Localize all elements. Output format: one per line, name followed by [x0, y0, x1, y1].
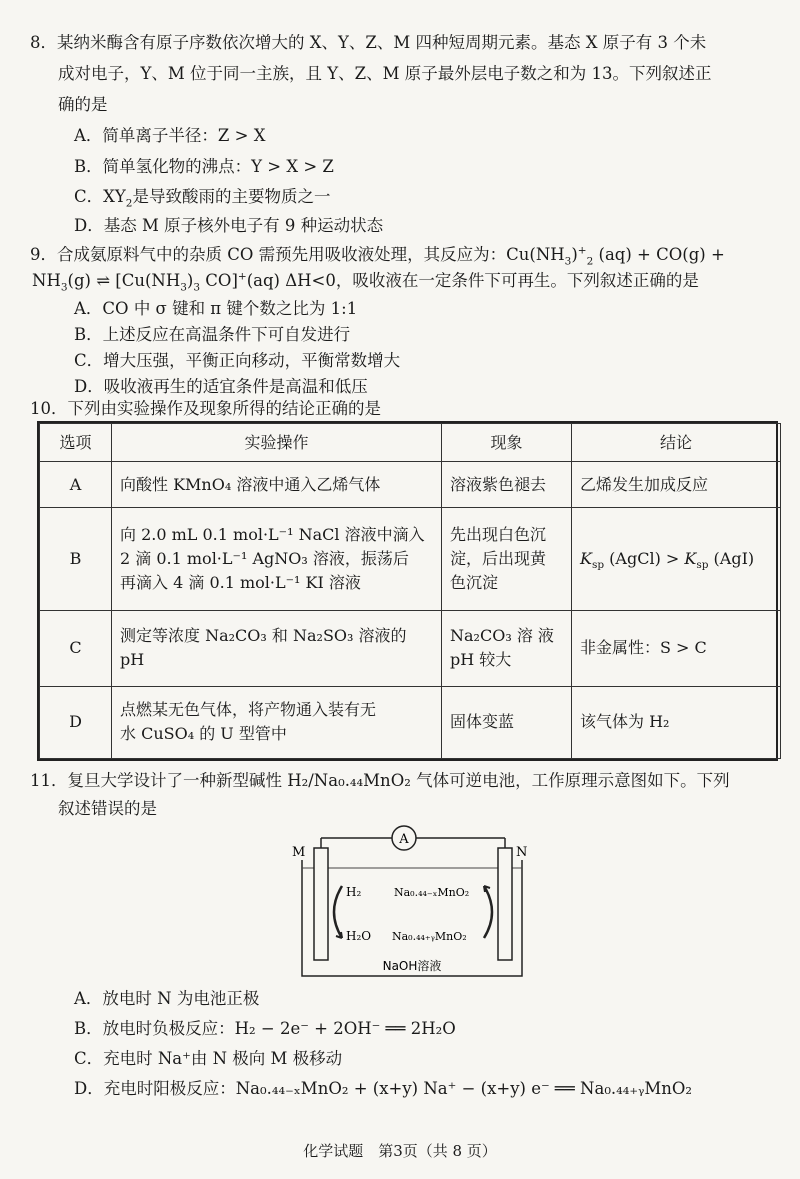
row-d-operation: 点燃某无色气体，将产物通入装有无 水 CuSO₄ 的 U 型管中 [112, 686, 442, 758]
table-header-row [40, 424, 781, 462]
q11-option-d: D．充电时阳极反应：Na₀.₄₄₋ₓMnO₂ + (x+y) Na⁺ − (x+y) e⁻ ══ Na₀.₄₄₊ᵧMnO₂ [74, 1079, 692, 1098]
row-b-operation: 向 2.0 mL 0.1 mol·L⁻¹ NaCl 溶液中滴入 2 滴 0.1 mol·L⁻¹ AgNO₃ 溶液，振荡后 再滴入 4 滴 0.1 mol·L⁻¹ KI 溶液 [112, 508, 442, 610]
row-a-operation: 向酸性 KMnO₄ 溶液中通入乙烯气体 [112, 462, 442, 508]
header-option: 选项 [40, 424, 112, 462]
row-d-phenomenon: 固体变蓝 [442, 686, 572, 758]
left-arrow-icon [334, 886, 342, 938]
row-b-conclusion: $K_{sp}$ (AgCl) > $K_{sp}$ (AgI) [572, 508, 781, 610]
row-c-conclusion: 非金属性：S > C [572, 610, 781, 686]
q9-option-c: C．增大压强，平衡正向移动，平衡常数增大 [74, 351, 401, 370]
q8-stem-line1: 8．某纳米酶含有原子序数依次增大的 X、Y、Z、M 四种短周期元素。基态 X 原子有 3 个未 [30, 33, 707, 52]
electrode-n [498, 848, 512, 960]
row-b-phenomenon: 先出现白色沉 淀，后出现黄 色沉淀 [442, 508, 572, 610]
q8-option-a: A．简单离子半径：Z > X [74, 126, 266, 145]
q8-option-d: D．基态 M 原子核外电子有 9 种运动状态 [74, 216, 384, 235]
header-phenomenon: 现象 [442, 424, 572, 462]
h2o-label: H₂O [346, 929, 372, 943]
q9-option-d: D．吸收液再生的适宜条件是高温和低压 [74, 377, 368, 396]
q11-stem-line1: 11．复旦大学设计了一种新型碱性 H₂/Na₀.₄₄MnO₂ 气体可逆电池，工作原理示意图如下。下列 [30, 771, 730, 790]
row-d-conclusion: 该气体为 H₂ [572, 686, 781, 758]
q9-option-a: A．CO 中 σ 键和 π 键个数之比为 1:1 [74, 299, 358, 318]
table-row [40, 610, 781, 686]
q11-option-c: C．充电时 Na⁺由 N 极向 M 极移动 [74, 1049, 343, 1068]
header-operation: 实验操作 [112, 424, 442, 462]
q11-stem-line2: 叙述错误的是 [58, 799, 157, 818]
battery-diagram [292, 820, 532, 980]
solution-label: NaOH溶液 [382, 959, 442, 973]
q8-option-b: B．简单氢化物的沸点：Y > X > Z [74, 157, 334, 176]
page-footer: 化学试题 第3页（共 8 页） [303, 1142, 497, 1160]
row-d-option: D [40, 686, 112, 758]
bottom-right-label: Na₀.₄₄₊ᵧMnO₂ [392, 930, 467, 943]
q11-option-b: B．放电时负极反应：H₂ − 2e⁻ + 2OH⁻ ══ 2H₂O [74, 1019, 456, 1038]
right-arrow-icon [484, 886, 492, 938]
q8-option-c: C．$XY_2$是导致酸雨的主要物质之一 [74, 187, 331, 210]
label-m: M [292, 845, 306, 860]
q8-stem-line3: 确的是 [58, 95, 108, 114]
top-right-label: Na₀.₄₄₋ₓMnO₂ [394, 886, 470, 899]
row-c-operation: 测定等浓度 Na₂CO₃ 和 Na₂SO₃ 溶液的 pH [112, 610, 442, 686]
label-n: N [516, 845, 528, 860]
row-c-option: C [40, 610, 112, 686]
q10-stem: 10．下列由实验操作及现象所得的结论正确的是 [30, 399, 381, 418]
q9-stem-line2: $NH_3(g)$ ⇌ [$Cu(NH_3)_3$ CO]+(aq) ΔH<0，吸收液在一定条件下可再生。下列叙述正确的是 [32, 270, 699, 294]
h2-label: H₂ [346, 885, 362, 899]
q9-stem-line1: 9．合成氨原料气中的杂质 CO 需预先用吸收液处理，其反应为：$Cu(NH_3)^+_2$ (aq) + CO(g) + [30, 244, 725, 268]
row-a-conclusion: 乙烯发生加成反应 [572, 462, 781, 508]
table-row [40, 462, 781, 508]
row-b-option: B [40, 508, 112, 610]
table-row [40, 686, 781, 758]
header-conclusion: 结论 [572, 424, 781, 462]
ammeter-label: A [399, 832, 409, 847]
q11-option-a: A．放电时 N 为电池正极 [74, 989, 260, 1008]
q8-stem-line2: 成对电子，Y、M 位于同一主族，且 Y、Z、M 原子最外层电子数之和为 13。下列叙述正 [58, 64, 712, 83]
q9-option-b: B．上述反应在高温条件下可自发进行 [74, 325, 351, 344]
row-a-option: A [40, 462, 112, 508]
q10-table [37, 421, 778, 761]
table-row [40, 508, 781, 610]
electrode-m [314, 848, 328, 960]
row-c-phenomenon: Na₂CO₃ 溶 液 pH 较大 [442, 610, 572, 686]
row-a-phenomenon: 溶液紫色褪去 [442, 462, 572, 508]
